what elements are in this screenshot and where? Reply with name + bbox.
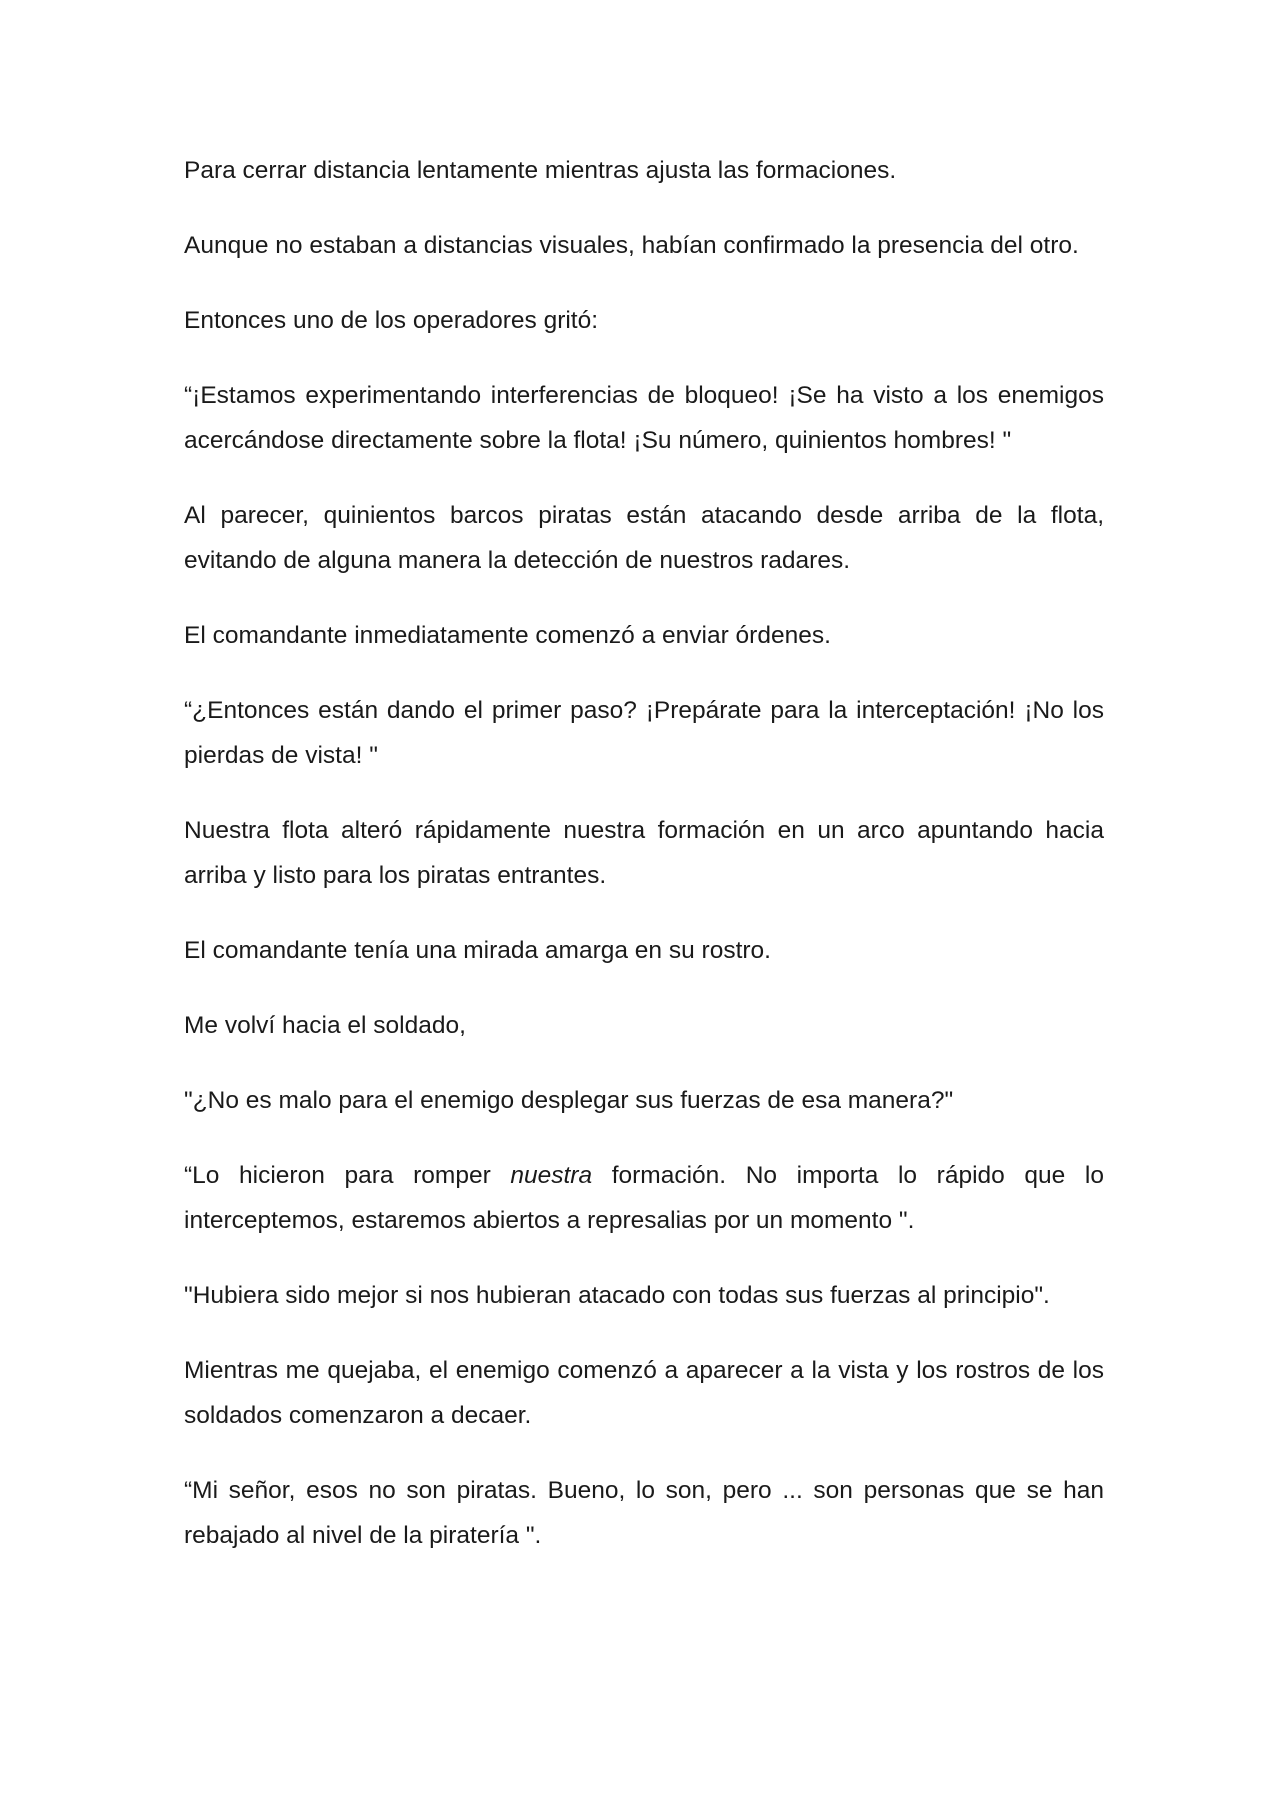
paragraph: “Mi señor, esos no son piratas. Bueno, lo son, pero ... son personas que se han rebajado al nivel de la piratería ". <box>184 1477 1104 1549</box>
paragraph-segment: formación. No importa lo rápido que lo interceptemos, estaremos abiertos a represalias por un momento ". <box>184 1162 1104 1234</box>
paragraph: Al parecer, quinientos barcos piratas están atacando desde arriba de la flota, evitando de alguna manera la detección de nuestros radares. <box>184 502 1104 574</box>
paragraph: "¿No es malo para el enemigo desplegar sus fuerzas de esa manera?" <box>184 1087 954 1114</box>
body-text <box>184 148 1104 1588</box>
paragraph: Entonces uno de los operadores gritó: <box>184 307 599 334</box>
paragraph: Me volví hacia el soldado, <box>184 1012 466 1039</box>
paragraph: Para cerrar distancia lentamente mientras ajusta las formaciones. <box>184 157 897 184</box>
paragraph-with-emphasis <box>184 1153 1104 1243</box>
paragraph: "Hubiera sido mejor si nos hubieran atacado con todas sus fuerzas al principio". <box>184 1282 1050 1309</box>
paragraph: Nuestra flota alteró rápidamente nuestra formación en un arco apuntando hacia arriba y listo para los piratas entrantes. <box>184 817 1104 889</box>
paragraph: “¡Estamos experimentando interferencias de bloqueo! ¡Se ha visto a los enemigos acercándose directamente sobre la flota! ¡Su número, quinientos hombres! " <box>184 382 1104 454</box>
paragraph: El comandante inmediatamente comenzó a enviar órdenes. <box>184 622 831 649</box>
paragraph-segment: “Lo hicieron para romper <box>184 1162 511 1189</box>
paragraph: “¿Entonces están dando el primer paso? ¡Prepárate para la interceptación! ¡No los pierdas de vista! " <box>184 697 1104 769</box>
paragraph: El comandante tenía una mirada amarga en su rostro. <box>184 937 771 964</box>
emphasized-word: nuestra <box>510 1162 593 1189</box>
paragraph: Aunque no estaban a distancias visuales, habían confirmado la presencia del otro. <box>184 232 1079 259</box>
paragraph: Mientras me quejaba, el enemigo comenzó a aparecer a la vista y los rostros de los soldados comenzaron a decaer. <box>184 1357 1104 1429</box>
